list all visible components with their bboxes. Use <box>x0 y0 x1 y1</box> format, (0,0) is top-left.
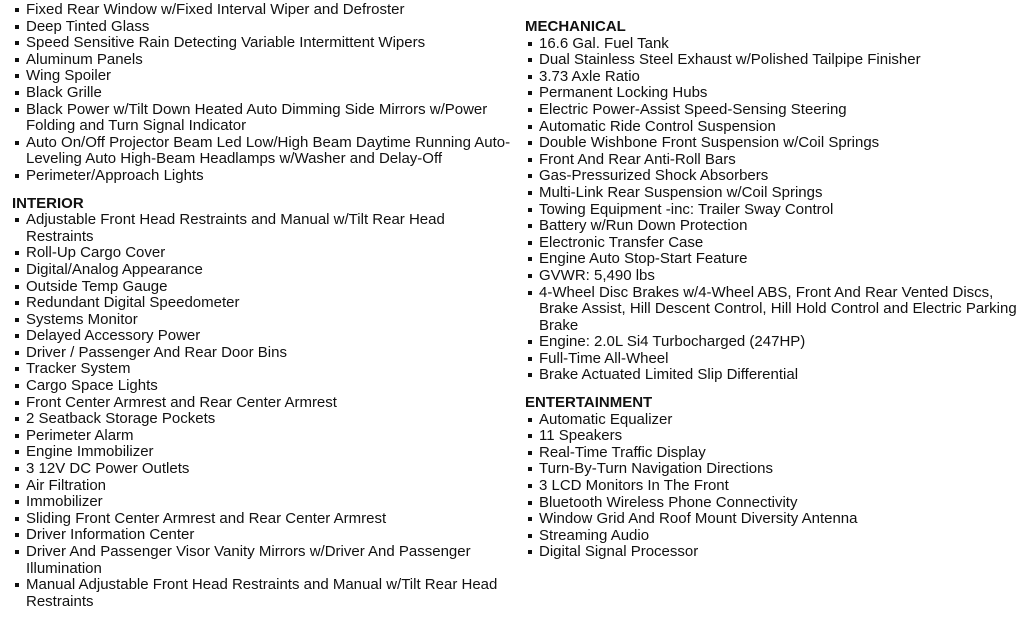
list-item-text: Perimeter/Approach Lights <box>26 166 204 184</box>
bullet-icon <box>15 74 19 78</box>
list-item-text: Battery w/Run Down Protection <box>539 217 748 235</box>
bullet-icon <box>15 450 19 454</box>
list-item-text: Cargo Space Lights <box>26 377 158 395</box>
bullet-icon <box>15 268 19 272</box>
bullet-icon <box>528 208 532 212</box>
bullet-icon <box>15 401 19 405</box>
list-item <box>525 168 1020 185</box>
list-item-text: Delayed Accessory Power <box>26 327 201 345</box>
bullet-icon <box>528 291 532 295</box>
list-item <box>525 69 1020 86</box>
list-item-text: Black Grille <box>26 83 102 101</box>
mechanical-list <box>525 36 1020 384</box>
list-item <box>525 445 1020 462</box>
list-item <box>12 378 512 395</box>
mechanical-section <box>525 19 1020 384</box>
list-item <box>12 494 512 511</box>
bullet-icon <box>528 501 532 505</box>
bullet-icon <box>528 550 532 554</box>
list-item <box>525 511 1020 528</box>
list-item <box>525 36 1020 53</box>
bullet-icon <box>528 340 532 344</box>
list-item-text: Digital Signal Processor <box>539 543 699 561</box>
list-item <box>12 345 512 362</box>
bullet-icon <box>15 533 19 537</box>
list-item <box>525 85 1020 102</box>
bullet-icon <box>15 517 19 521</box>
list-item <box>525 495 1020 512</box>
list-item <box>12 295 512 312</box>
list-item <box>525 119 1020 136</box>
list-item-text: 3.73 Axle Ratio <box>539 67 640 85</box>
list-item <box>525 268 1020 285</box>
list-item <box>12 527 512 544</box>
bullet-icon <box>528 517 532 521</box>
list-item-text: Window Grid And Roof Mount Diversity Antenna <box>539 510 858 528</box>
list-item-text: Driver And Passenger Visor Vanity Mirrors w/Driver And Passenger Illumination <box>26 543 471 577</box>
list-item <box>12 52 512 69</box>
list-item <box>525 412 1020 429</box>
list-item <box>525 185 1020 202</box>
entertainment-section <box>525 395 1020 561</box>
bullet-icon <box>528 241 532 245</box>
list-item-text: Adjustable Front Head Restraints and Manual w/Tilt Rear Head Restraints <box>26 211 445 245</box>
list-item-text: Manual Adjustable Front Head Restraints and Manual w/Tilt Rear Head Restraints <box>26 576 498 610</box>
bullet-icon <box>15 174 19 178</box>
list-item-text: Multi-Link Rear Suspension w/Coil Springs <box>539 183 823 201</box>
bullet-icon <box>15 58 19 62</box>
bullet-icon <box>15 417 19 421</box>
list-item-text: Air Filtration <box>26 476 107 494</box>
list-item <box>525 367 1020 384</box>
bullet-icon <box>528 158 532 162</box>
list-item-text: Fixed Rear Window w/Fixed Interval Wiper and Defroster <box>26 1 405 18</box>
list-item-text: Outside Temp Gauge <box>26 277 168 295</box>
bullet-icon <box>15 318 19 322</box>
list-item-text: Engine: 2.0L Si4 Turbocharged (247HP) <box>539 333 806 351</box>
list-item-text: Automatic Ride Control Suspension <box>539 117 776 135</box>
list-item <box>12 85 512 102</box>
bullet-icon <box>15 467 19 471</box>
list-item-text: Front And Rear Anti-Roll Bars <box>539 150 736 168</box>
list-item-text: Digital/Analog Appearance <box>26 260 203 278</box>
list-item <box>525 52 1020 69</box>
bullet-icon <box>528 141 532 145</box>
list-item-text: Full-Time All-Wheel <box>539 349 669 367</box>
bullet-icon <box>528 418 532 422</box>
list-item-text: Redundant Digital Speedometer <box>26 294 240 312</box>
list-item <box>12 168 512 185</box>
bullet-icon <box>15 334 19 338</box>
list-item <box>525 152 1020 169</box>
list-item <box>12 428 512 445</box>
list-item <box>12 577 512 610</box>
list-item <box>12 212 512 245</box>
interior-list <box>12 212 512 610</box>
list-item-text: Engine Auto Stop-Start Feature <box>539 250 748 268</box>
list-item <box>12 478 512 495</box>
list-item-text: Turn-By-Turn Navigation Directions <box>539 460 773 478</box>
list-item <box>12 511 512 528</box>
list-item <box>12 2 512 19</box>
bullet-icon <box>528 191 532 195</box>
list-item-text: Electric Power-Assist Speed-Sensing Steering <box>539 100 847 118</box>
list-item-text: Gas-Pressurized Shock Absorbers <box>539 167 769 185</box>
list-item <box>12 395 512 412</box>
list-item-text: Dual Stainless Steel Exhaust w/Polished Tailpipe Finisher <box>539 51 921 69</box>
bullet-icon <box>15 484 19 488</box>
bullet-icon <box>528 58 532 62</box>
list-item-text: Immobilizer <box>26 493 103 511</box>
list-item <box>525 334 1020 351</box>
list-item <box>525 544 1020 561</box>
list-item <box>525 478 1020 495</box>
interior-section <box>12 196 512 611</box>
list-item-text: Permanent Locking Hubs <box>539 84 708 102</box>
list-item <box>12 135 512 168</box>
bullet-icon <box>15 351 19 355</box>
list-item-text: Brake Actuated Limited Slip Differential <box>539 366 799 384</box>
list-item-text: Perimeter Alarm <box>26 426 134 444</box>
list-item-text: Tracker System <box>26 360 131 378</box>
list-item <box>12 68 512 85</box>
bullet-icon <box>15 108 19 112</box>
list-item <box>525 202 1020 219</box>
list-item <box>12 444 512 461</box>
list-item-text: Wing Spoiler <box>26 67 112 85</box>
list-item-text: Front Center Armrest and Rear Center Armrest <box>26 393 337 411</box>
bullet-icon <box>15 301 19 305</box>
list-item <box>12 411 512 428</box>
list-item <box>12 312 512 329</box>
list-item <box>525 351 1020 368</box>
bullet-icon <box>528 274 532 278</box>
list-item <box>525 218 1020 235</box>
bullet-icon <box>528 125 532 129</box>
list-item-text: Sliding Front Center Armrest and Rear Center Armrest <box>26 509 387 527</box>
list-item-text: Driver / Passenger And Rear Door Bins <box>26 343 287 361</box>
bullet-icon <box>15 285 19 289</box>
right-column <box>525 0 1020 561</box>
list-item <box>525 461 1020 478</box>
bullet-icon <box>15 251 19 255</box>
list-item <box>525 428 1020 445</box>
list-item <box>12 544 512 577</box>
list-item-text: Towing Equipment -inc: Trailer Sway Control <box>539 200 834 218</box>
bullet-icon <box>528 534 532 538</box>
list-item <box>12 245 512 262</box>
bullet-icon <box>528 434 532 438</box>
list-item <box>525 235 1020 252</box>
list-item <box>525 102 1020 119</box>
list-item <box>12 328 512 345</box>
bullet-icon <box>15 41 19 45</box>
list-item <box>525 135 1020 152</box>
list-item-text: 3 LCD Monitors In The Front <box>539 477 729 495</box>
bullet-icon <box>15 384 19 388</box>
list-item-text: Driver Information Center <box>26 526 195 544</box>
bullet-icon <box>528 75 532 79</box>
list-item <box>12 361 512 378</box>
list-item-text: Systems Monitor <box>26 310 138 328</box>
list-item-text: Deep Tinted Glass <box>26 17 150 35</box>
list-item-text: GVWR: 5,490 lbs <box>539 266 655 284</box>
list-item-text: Streaming Audio <box>539 526 650 544</box>
bullet-icon <box>528 42 532 46</box>
bullet-icon <box>15 550 19 554</box>
list-item-text: Bluetooth Wireless Phone Connectivity <box>539 493 798 511</box>
bullet-icon <box>15 367 19 371</box>
list-item-text: Roll-Up Cargo Cover <box>26 244 166 262</box>
bullet-icon <box>15 91 19 95</box>
list-item-text: Auto On/Off Projector Beam Led Low/High Beam Daytime Running Auto-Leveling Auto High-Beam Headlamps w/Washer and Delay-Off <box>26 133 511 168</box>
bullet-icon <box>15 25 19 29</box>
bullet-icon <box>528 108 532 112</box>
list-item-text: 2 Seatback Storage Pockets <box>26 410 216 428</box>
bullet-icon <box>528 224 532 228</box>
list-item-text: Aluminum Panels <box>26 50 143 68</box>
list-item-text: 4-Wheel Disc Brakes w/4-Wheel ABS, Front And Rear Vented Discs, Brake Assist, Hill Descent Control, Hill Hold Control and Electric Parking Brake <box>539 283 1017 334</box>
list-item <box>12 461 512 478</box>
entertainment-heading: ENTERTAINMENT <box>525 394 653 412</box>
list-item <box>12 279 512 296</box>
list-item-text: Black Power w/Tilt Down Heated Auto Dimming Side Mirrors w/Power Folding and Turn Signal Indicator <box>26 100 488 135</box>
bullet-icon <box>528 484 532 488</box>
list-item <box>12 19 512 36</box>
list-item-text: Engine Immobilizer <box>26 443 154 461</box>
bullet-icon <box>15 141 19 145</box>
bullet-icon <box>15 8 19 12</box>
bullet-icon <box>528 467 532 471</box>
list-item <box>525 251 1020 268</box>
exterior-list <box>12 2 512 185</box>
list-item-text: Electronic Transfer Case <box>539 233 704 251</box>
bullet-icon <box>15 500 19 504</box>
entertainment-list <box>525 412 1020 561</box>
list-item-text: Speed Sensitive Rain Detecting Variable Intermittent Wipers <box>26 34 426 52</box>
bullet-icon <box>528 373 532 377</box>
bullet-icon <box>15 218 19 222</box>
bullet-icon <box>528 357 532 361</box>
bullet-icon <box>528 174 532 178</box>
list-item-text: 11 Speakers <box>539 427 623 445</box>
mechanical-heading: MECHANICAL <box>525 18 626 35</box>
list-item-text: Double Wishbone Front Suspension w/Coil Springs <box>539 134 880 152</box>
bullet-icon <box>528 451 532 455</box>
list-item <box>12 35 512 52</box>
list-item <box>525 528 1020 545</box>
list-item-text: 16.6 Gal. Fuel Tank <box>539 34 669 52</box>
bullet-icon <box>15 583 19 587</box>
bullet-icon <box>528 257 532 261</box>
list-item <box>525 285 1020 335</box>
bullet-icon <box>528 91 532 95</box>
left-column <box>12 0 512 610</box>
exterior-section <box>12 2 512 185</box>
bullet-icon <box>15 434 19 438</box>
list-item <box>12 102 512 135</box>
list-item-text: Automatic Equalizer <box>539 410 673 428</box>
list-item <box>12 262 512 279</box>
list-item-text: 3 12V DC Power Outlets <box>26 460 190 478</box>
list-item-text: Real-Time Traffic Display <box>539 443 706 461</box>
interior-heading: INTERIOR <box>12 194 84 212</box>
